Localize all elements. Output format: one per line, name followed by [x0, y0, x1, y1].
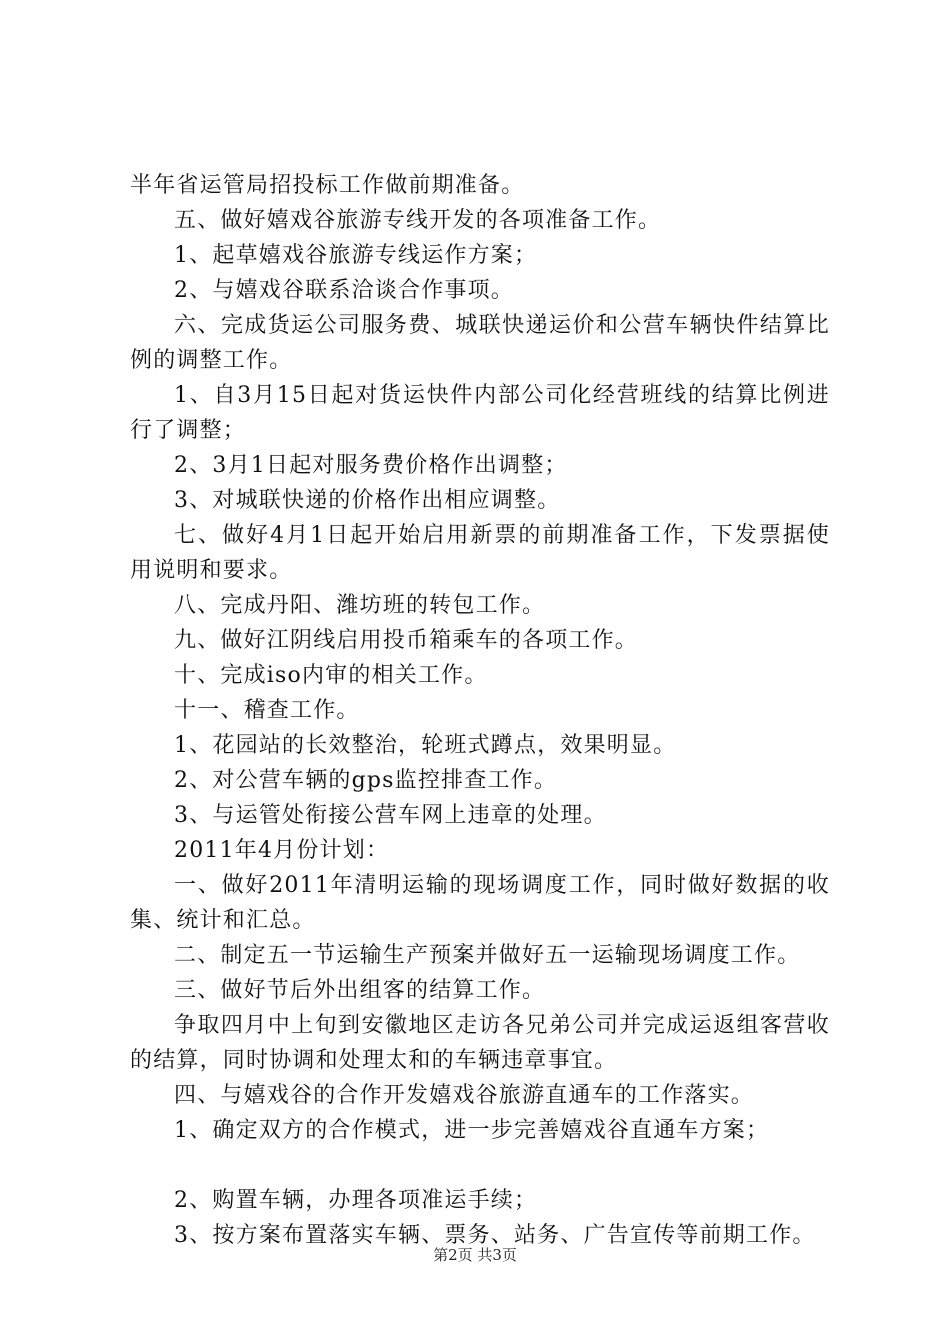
page-footer: 第2页 共3页 [433, 1246, 517, 1264]
paragraph-21: 四、与嬉戏谷的合作开发嬉戏谷旅游直通车的工作落实。 [174, 1083, 755, 1108]
paragraph-2: 1、起草嬉戏谷旅游专线运作方案； [174, 243, 538, 268]
paragraph-25: 3、按方案布置落实车辆、票务、站务、广告宣传等前期工作。 [174, 1223, 816, 1248]
paragraph-19: 三、做好节后外出组客的结算工作。 [174, 978, 546, 1003]
paragraph-9: 八、完成丹阳、潍坊班的转包工作。 [174, 593, 546, 618]
paragraph-20: 争取四月中上旬到安徽地区走访各兄弟公司并完成运返组客营收的结算，同时协调和处理太和的车辆违章事宜。 [130, 1013, 830, 1073]
document-body [130, 168, 830, 1253]
paragraph-15: 3、与运管处衔接公营车网上违章的处理。 [174, 803, 607, 828]
paragraph-13: 1、花园站的长效整治，轮班式蹲点，效果明显。 [174, 733, 677, 758]
paragraph-16: 2011年4月份计划： [174, 838, 390, 863]
paragraph-6: 2、3月1日起对服务费价格作出调整； [174, 453, 568, 478]
paragraph-1: 五、做好嬉戏谷旅游专线开发的各项准备工作。 [174, 208, 662, 233]
paragraph-3: 2、与嬉戏谷联系洽谈合作事项。 [174, 278, 514, 303]
paragraph-10: 九、做好江阴线启用投币箱乘车的各项工作。 [174, 628, 639, 653]
paragraph-0: 半年省运管局招投标工作做前期准备。 [130, 173, 525, 198]
paragraph-14: 2、对公营车辆的gps监控排查工作。 [174, 768, 558, 793]
paragraph-24: 2、购置车辆，办理各项准运手续； [174, 1188, 538, 1213]
paragraph-11: 十、完成iso内审的相关工作。 [174, 663, 488, 688]
paragraph-12: 十一、稽查工作。 [174, 698, 360, 723]
paragraph-5: 1、自3月15日起对货运快件内部公司化经营班线的结算比例进行了调整； [130, 383, 830, 443]
paragraph-4: 六、完成货运公司服务费、城联快递运价和公营车辆快件结算比例的调整工作。 [130, 313, 830, 373]
paragraph-17: 一、做好2011年清明运输的现场调度工作，同时做好数据的收集、统计和汇总。 [130, 873, 830, 933]
paragraph-22: 1、确定双方的合作模式，进一步完善嬉戏谷直通车方案； [174, 1118, 770, 1143]
blank-line [130, 1148, 830, 1183]
paragraph-8: 七、做好4月1日起开始启用新票的前期准备工作，下发票据使用说明和要求。 [130, 523, 830, 583]
paragraph-7: 3、对城联快递的价格作出相应调整。 [174, 488, 561, 513]
paragraph-18: 二、制定五一节运输生产预案并做好五一运输现场调度工作。 [174, 943, 801, 968]
